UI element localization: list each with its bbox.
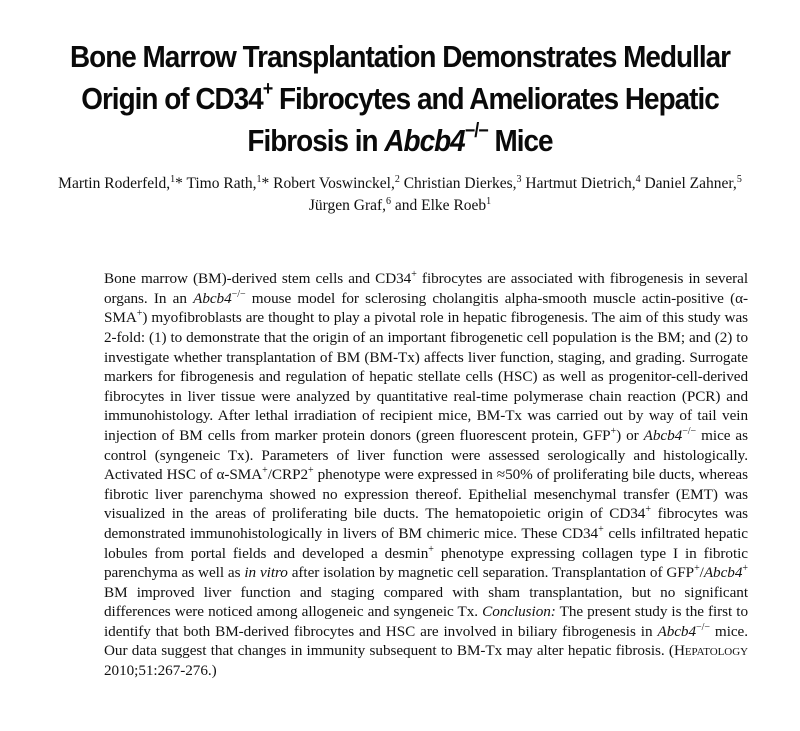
abstract-text: Bone marrow (BM)-derived stem cells and CD34+ fibrocytes are associated with fibrogenesis in several organs. In an Abcb4−/− mouse model for sclerosing cholangitis alpha-smooth muscle actin-positive (α-SMA+) myofibroblasts are thought to play a pivotal role in hepatic fibrogenesis. The aim of this study was 2-fold: (1) to demonstrate that the origin of an important fibrogenetic cell population is the BM; and (2) to investigate whether transplantation of BM (BM-Tx) affects liver function, staging, and grading. Surrogate markers for fibrogenesis and regulation of hepatic stellate cells (HSC) as well as progenitor-cell-derived fibrocytes in liver tissue were analyzed by quantitative real-time polymerase chain reaction (PCR) and immunohistology. After lethal irradiation of recipient mice, BM-Tx was carried out by way of tail vein injection of BM cells from marker protein donors (green fluorescent protein, GFP+) or Abcb4−/− mice as control (syngeneic Tx). Parameters of liver function were assessed serologically and histologically. Activated HSC of α-SMA+/CRP2+ phenotype were expressed in ≈50% of proliferating bile ducts, whereas fibrotic liver parenchyma showed no expression thereof. Epithelial mesenchymal transfer (EMT) was visualized in the areas of proliferating bile ducts. The hematopoietic origin of CD34+ fibrocytes was demonstrated immunohistologically in livers of BM chimeric mice. These CD34+ cells infiltrated hepatic lobules from portal fields and developed a desmin+ phenotype expressing collagen type I in fibrotic parenchyma as well as in vitro after isolation by magnetic cell separation. Transplantation of GFP+/Abcb4+ BM improved liver function and staging compared with sham transplantation, but no significant differences were noticed among allogeneic and syngeneic Tx. Conclusion: The present study is the first to identify that both BM-derived fibrocytes and HSC are involved in biliary fibrogenesis in Abcb4−/− mice. Our data suggest that changes in immunity subsequent to BM-Tx may alter hepatic fibrosis. (Hepatology 2010;51:267-276.) <box>104 269 749 680</box>
author: Hartmut Dietrich,$^4$ <box>525 174 641 192</box>
title-superscript-knockout: −/− <box>464 120 488 142</box>
author-list <box>40 173 760 217</box>
author: Christian Dierkes,$^3$ <box>403 174 522 192</box>
author: Jürgen Graf,$^6$ <box>308 196 392 214</box>
author: Robert Voswinckel,$^2$ <box>273 174 400 192</box>
title-gene-name: Abcb4 <box>384 123 465 158</box>
title-superscript-plus: + <box>262 78 273 100</box>
author: Martin Roderfeld,$^1$* <box>58 174 183 192</box>
journal-name: Hepatology <box>673 642 748 660</box>
author: Timo Rath,$^1$* <box>186 174 270 192</box>
author: Daniel Zahner,$^5$ <box>644 174 742 192</box>
gene-name: Abcb4 <box>657 622 697 640</box>
gene-name: Abcb4 <box>643 426 683 444</box>
gene-name: Abcb4 <box>703 564 743 582</box>
author: and Elke Roeb$^1$ <box>394 196 492 214</box>
in-vitro-term: in vitro <box>244 564 288 582</box>
conclusion-label: Conclusion: <box>482 603 556 621</box>
article-title: Bone Marrow Transplantation Demonstrates Medullar Origin of CD34+ Fibrocytes and Ameliorates Hepatic Fibrosis in Abcb4−/− Mice <box>70 39 730 158</box>
gene-name: Abcb4 <box>193 289 232 307</box>
